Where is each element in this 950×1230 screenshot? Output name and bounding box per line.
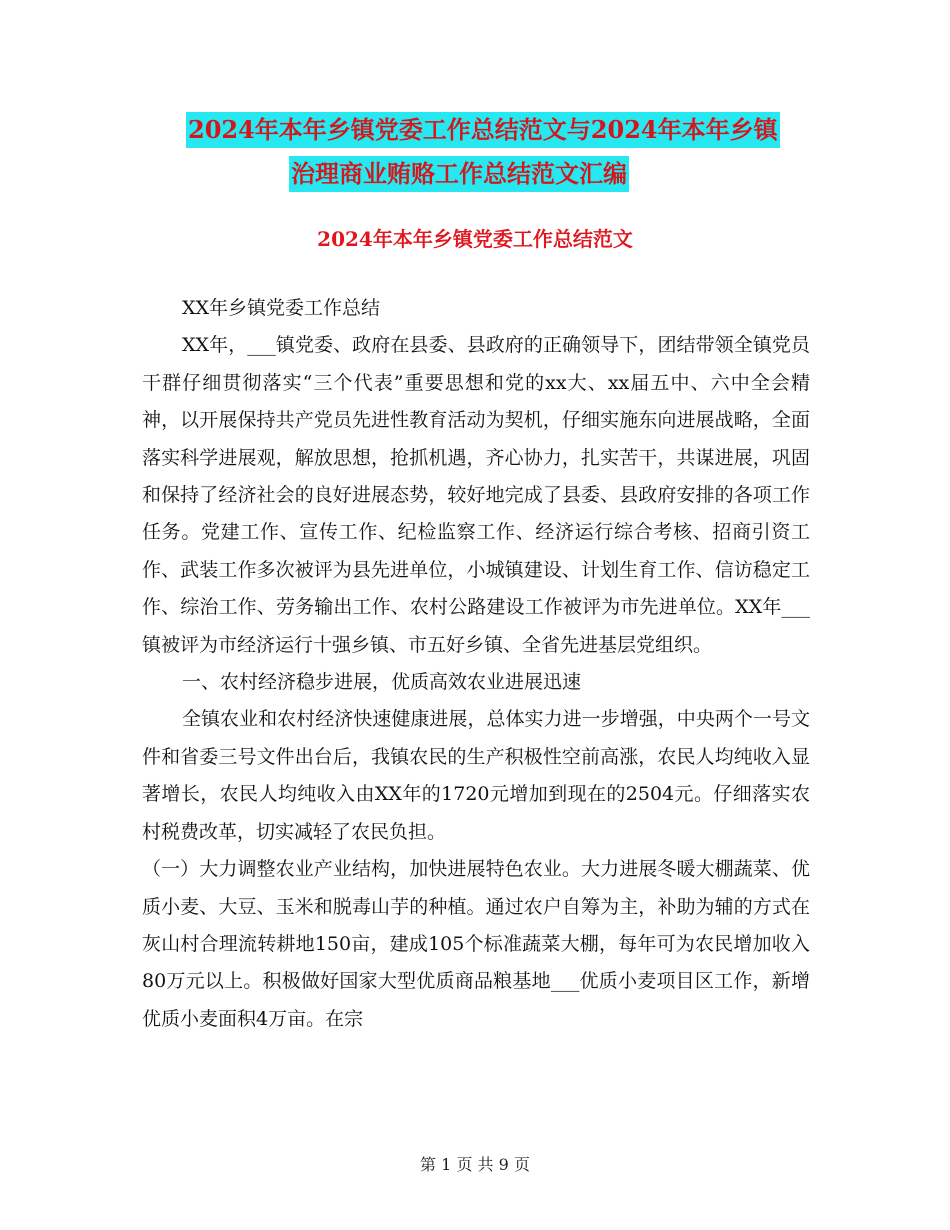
page-footer — [0, 1153, 950, 1177]
current-page-number: 1 — [441, 1155, 452, 1174]
paragraph-section-one-heading: 一、农村经济稳步进展，优质高效农业进展迅速 — [182, 671, 582, 694]
section-heading: 2024年本年乡镇党委工作总结范文 — [317, 227, 633, 251]
document-title — [186, 112, 826, 192]
paragraph-agriculture: 全镇农业和农村经济快速健康进展，总体实力进一步增强，中央两个一号文件和省委三号文件出台后，我镇农民的生产积极性空前高涨，农民人均纯收入显著增长，农民人均纯收入由XX年的1720元增加到现在的2504元。仔细落实农村税费改革，切实减轻了农民负担。 — [142, 708, 810, 843]
page-label-mid: 页 — [456, 1155, 473, 1174]
paragraph-overview: XX年，___镇党委、政府在县委、县政府的正确领导下，团结带领全镇党员干群仔细贯彻落实“三个代表”重要思想和党的xx大、xx届五中、六中全会精神，以开展保持共产党员先进性教育活动为契机，仔细实施东向进展战略，全面落实科学进展观，解放思想，抢抓机遇，齐心协力，扎实苦干，共谋进展，巩固和保持了经济社会的良好进展态势，较好地完成了县委、县政府安排的各项工作任务。党建工作、宣传工作、纪检监察工作、经济运行综合考核、招商引资工作、武装工作多次被评为县先进单位，小城镇建设、计划生育工作、信访稳定工作、综治工作、劳务输出工作、农村公路建设工作被评为市先进单位。XX年___镇被评为市经济运行十强乡镇、市五好乡镇、全省先进基层党组织。 — [142, 334, 810, 656]
page-label-suffix: 页 — [513, 1155, 530, 1174]
paragraph-structure-adjustment: （一）大力调整农业产业结构，加快进展特色农业。大力进展冬暖大棚蔬菜、优质小麦、大豆、玉米和脱毒山芋的种植。通过农户自筹为主，补助为辅的方式在灰山村合理流转耕地150亩，建成105个标准蔬菜大棚，每年可为农民增加收入80万元以上。积极做好国家大型优质商品粮基地___优质小麦项目区工作，新增优质小麦面积4万亩。在宗 — [142, 858, 810, 1030]
page-label-prefix: 第 — [420, 1155, 437, 1174]
paragraph-summary-title: XX年乡镇党委工作总结 — [182, 297, 381, 319]
title-line-2: 治理商业贿赂工作总结范文汇编 — [289, 156, 629, 192]
total-label: 共 — [477, 1155, 494, 1174]
total-pages-number: 9 — [498, 1155, 509, 1174]
title-line-1: 2024年本年乡镇党委工作总结范文与2024年本年乡镇 — [186, 112, 780, 148]
document-body — [142, 290, 810, 1038]
